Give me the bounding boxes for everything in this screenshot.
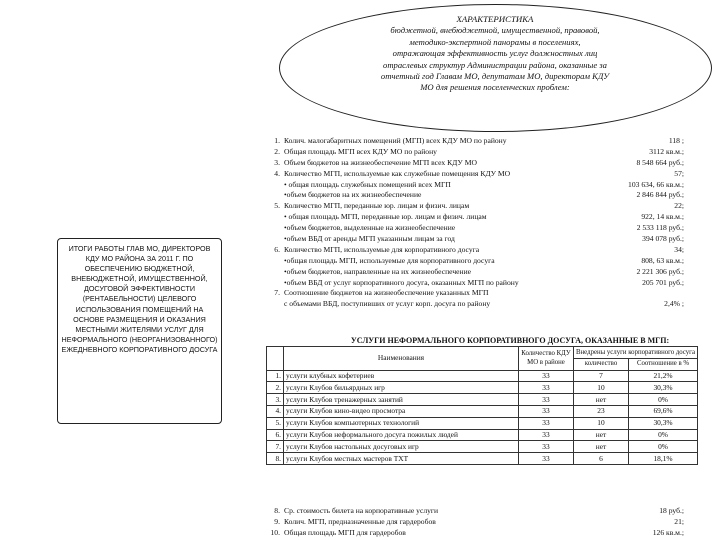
header-block [330, 14, 660, 94]
indicator-text: • общая площадь служебных помещений всех МГП [284, 179, 451, 189]
header-line: методико-экспертной панорамы в поселениях, [409, 36, 581, 47]
indicator-row [266, 234, 698, 245]
row-count: 33 [519, 441, 574, 453]
indicator-value: 2 221 306 руб.; [636, 266, 684, 276]
row-name: услуги Клубов компьютерных технологий [284, 417, 519, 429]
row-name: услуги Клубов кино-видео просмотра [284, 405, 519, 417]
footer-list [266, 505, 698, 538]
row-qty: нет [574, 394, 629, 406]
row-number: 4. [267, 405, 284, 417]
row-qty: 6 [574, 453, 629, 465]
indicator-value: 103 634, 66 кв.м.; [628, 179, 684, 189]
row-qty: 10 [574, 382, 629, 394]
header-line: бюджетной, внебюджетной, имущественной, правовой, [390, 25, 600, 36]
indicator-value: 22; [674, 201, 684, 211]
indicator-number: 2. [274, 146, 280, 156]
row-ratio: 18,1% [629, 453, 698, 465]
indicator-row [266, 212, 698, 223]
row-number: 8. [267, 453, 284, 465]
indicator-value: 808, 63 кв.м.; [641, 255, 684, 265]
row-ratio: 0% [629, 441, 698, 453]
indicator-text: •объем бюджетов на их жизнеобеспечение [284, 190, 422, 200]
indicator-text: Количество МГП, используемые как служебные помещения КДУ МО [284, 168, 511, 178]
table-head-group: Внедрены услуги корпоративного досуга [574, 347, 698, 359]
row-number: 2. [267, 382, 284, 394]
indicator-text: Количество МГП, используемые для корпоративного досуга [284, 244, 480, 254]
indicator-row [266, 201, 698, 212]
table-row [267, 417, 698, 429]
indicator-row [266, 136, 698, 147]
row-count: 33 [519, 394, 574, 406]
footer-row [266, 516, 698, 527]
indicator-value: 118 ; [668, 136, 684, 145]
indicator-row [266, 190, 698, 201]
indicator-row [266, 180, 698, 191]
indicator-row [266, 267, 698, 278]
row-name: услуги Клубов местных мастеров ТХТ [284, 453, 519, 465]
indicator-text: с объемами ВБД, поступивших от услуг корп. досуга по району [284, 299, 491, 309]
header-line: МО для решения поселенческих проблем: [420, 82, 570, 93]
table-row [267, 394, 698, 406]
row-number: 5. [267, 417, 284, 429]
footer-row [266, 527, 698, 538]
footer-text: Общая площадь МГП для гардеробов [284, 527, 406, 537]
row-ratio: 0% [629, 429, 698, 441]
indicator-value: 205 701 руб.; [642, 277, 684, 287]
indicator-text: •общая площадь МГП, используемые для корпоративного досуга [284, 255, 495, 265]
indicator-row [266, 278, 698, 289]
table-row [267, 382, 698, 394]
indicator-row [266, 288, 698, 299]
row-qty: 10 [574, 417, 629, 429]
indicator-text: •объем бюджетов, направленные на их жизнеобеспечение [284, 266, 472, 276]
row-name: услуги Клубов тренажерных занятий [284, 394, 519, 406]
indicator-value: 394 078 руб.; [642, 234, 684, 244]
row-qty: нет [574, 429, 629, 441]
row-count: 33 [519, 382, 574, 394]
table-head-num [267, 347, 284, 371]
row-count: 33 [519, 417, 574, 429]
indicator-row [266, 147, 698, 158]
footer-row [266, 505, 698, 516]
row-number: 6. [267, 429, 284, 441]
table-head-name: Наименования [284, 347, 519, 371]
indicator-number: 1. [274, 136, 280, 145]
row-name: услуги Клубов неформального досуга пожилых людей [284, 429, 519, 441]
indicator-number: 5. [274, 201, 280, 211]
row-count: 33 [519, 405, 574, 417]
row-ratio: 30,3% [629, 417, 698, 429]
row-number: 7. [267, 441, 284, 453]
table-head-ratio: Соотношение в % [629, 358, 698, 370]
indicator-value: 2 846 844 руб.; [636, 190, 684, 200]
row-ratio: 30,3% [629, 382, 698, 394]
row-ratio: 0% [629, 394, 698, 406]
row-name: услуги Клубов настольных досуговых игр [284, 441, 519, 453]
indicator-text: • общая площадь МГП, переданные юр. лицам и физич. лицам [284, 212, 487, 222]
footer-number: 8. [274, 506, 280, 515]
header-line: отраслевых структур Администрации района, оказанные за [383, 59, 607, 70]
indicator-value: 2 533 118 руб.; [636, 223, 684, 233]
row-name: услуги Клубов бильярдных игр [284, 382, 519, 394]
table-heading: УСЛУГИ НЕФОРМАЛЬНОГО КОРПОРАТИВНОГО ДОСУГА, ОКАЗАННЫЕ В МГП: [350, 336, 670, 345]
indicator-number: 6. [274, 244, 280, 254]
table-row [267, 453, 698, 465]
indicator-list [266, 136, 698, 310]
indicator-row [266, 158, 698, 169]
indicator-value: 3112 кв.м.; [649, 146, 684, 156]
footer-text: Ср. стоимость билета на корпоративные услуги [284, 506, 439, 515]
footer-value: 21; [674, 516, 684, 526]
indicator-text: Объем бюджетов на жизнеобеспечение МГП всех КДУ МО [284, 157, 477, 167]
indicator-number: 3. [274, 157, 280, 167]
footer-text: Колич. МГП, предназначенные для гардеробов [284, 516, 436, 526]
indicator-value: 34; [674, 244, 684, 254]
indicator-row [266, 256, 698, 267]
side-text: ИТОГИ РАБОТЫ ГЛАВ МО, ДИРЕКТОРОВ КДУ МО РАЙОНА ЗА 2011 Г. ПО ОБЕСПЕЧЕНИЮ БЮДЖЕТНОЙ, ВНЕБЮДЖЕТНОЙ, ИМУЩЕСТВЕННОЙ, ДОСУГОВОЙ ЭФФЕКТИВНОСТИ (РЕНТАБЕЛЬНОСТИ) ЦЕЛЕВОГО ИСПОЛЬЗОВАНИЯ ПОМЕЩЕНИЙ НА ОСНОВЕ РАЗМЕЩЕНИЯ И ОКАЗАНИЯ МЕСТНЫМИ ЖИТЕЛЯМИ УСЛУГ ДЛЯ НЕФОРМАЛЬНОГО (НЕОРГАНИЗОВАННОГО) ЕЖЕДНЕВНОГО КОРПОРАТИВНОГО ДОСУГА [61, 244, 218, 354]
footer-value: 126 кв.м.; [652, 527, 684, 537]
indicator-row [266, 169, 698, 180]
indicator-row [266, 223, 698, 234]
footer-number: 9. [274, 516, 280, 526]
row-count: 33 [519, 429, 574, 441]
indicator-text: •объем ВБД от аренды МГП указанным лицам за год [284, 234, 455, 244]
header-title: ХАРАКТЕРИСТИКА [456, 14, 534, 24]
footer-number: 10. [270, 527, 280, 537]
table-row [267, 429, 698, 441]
indicator-text: •объем бюджетов, выделенные на жизнеобеспечение [284, 223, 456, 233]
row-name: услуги клубных кофетериев [284, 370, 519, 382]
indicator-value: 57; [674, 168, 684, 178]
table-head-count: Количество КДУ МО в районе [519, 347, 574, 371]
footer-value: 18 руб.; [659, 506, 684, 515]
indicator-text: Количество МГП, переданные юр. лицам и физич. лицам [284, 201, 470, 211]
indicator-number: 4. [274, 168, 280, 178]
row-ratio: 69,6% [629, 405, 698, 417]
indicator-value: 922, 14 кв.м.; [641, 212, 684, 222]
indicator-row [266, 245, 698, 256]
indicator-text: Соотношение бюджетов на жизнеобеспечение указанных МГП [284, 288, 489, 298]
indicator-value: 2,4% ; [664, 299, 684, 309]
table-row [267, 441, 698, 453]
table-head-qty: количество [574, 358, 629, 370]
row-number: 3. [267, 394, 284, 406]
table-row [267, 405, 698, 417]
row-ratio: 21,2% [629, 370, 698, 382]
table-row [267, 370, 698, 382]
row-qty: 23 [574, 405, 629, 417]
header-line: отчетный год Главам МО, депутатам МО, директорам КДУ [380, 71, 610, 82]
indicator-value: 8 548 664 руб.; [636, 157, 684, 167]
row-count: 33 [519, 453, 574, 465]
row-qty: нет [574, 441, 629, 453]
row-qty: 7 [574, 370, 629, 382]
indicator-text: •объем ВБД от услуг корпоративного досуга, оказанных МГП по району [284, 277, 519, 287]
row-count: 33 [519, 370, 574, 382]
indicator-text: Общая площадь МГП всех КДУ МО по району [284, 146, 437, 156]
indicator-number: 7. [274, 288, 280, 298]
indicator-text: Колич. малогабаритных помещений (МГП) всех КДУ МО по району [284, 136, 507, 145]
services-table [266, 346, 698, 465]
row-number: 1. [267, 370, 284, 382]
indicator-row [266, 299, 698, 310]
header-line: отражающая эффективность услуг должностных лиц [392, 48, 598, 59]
